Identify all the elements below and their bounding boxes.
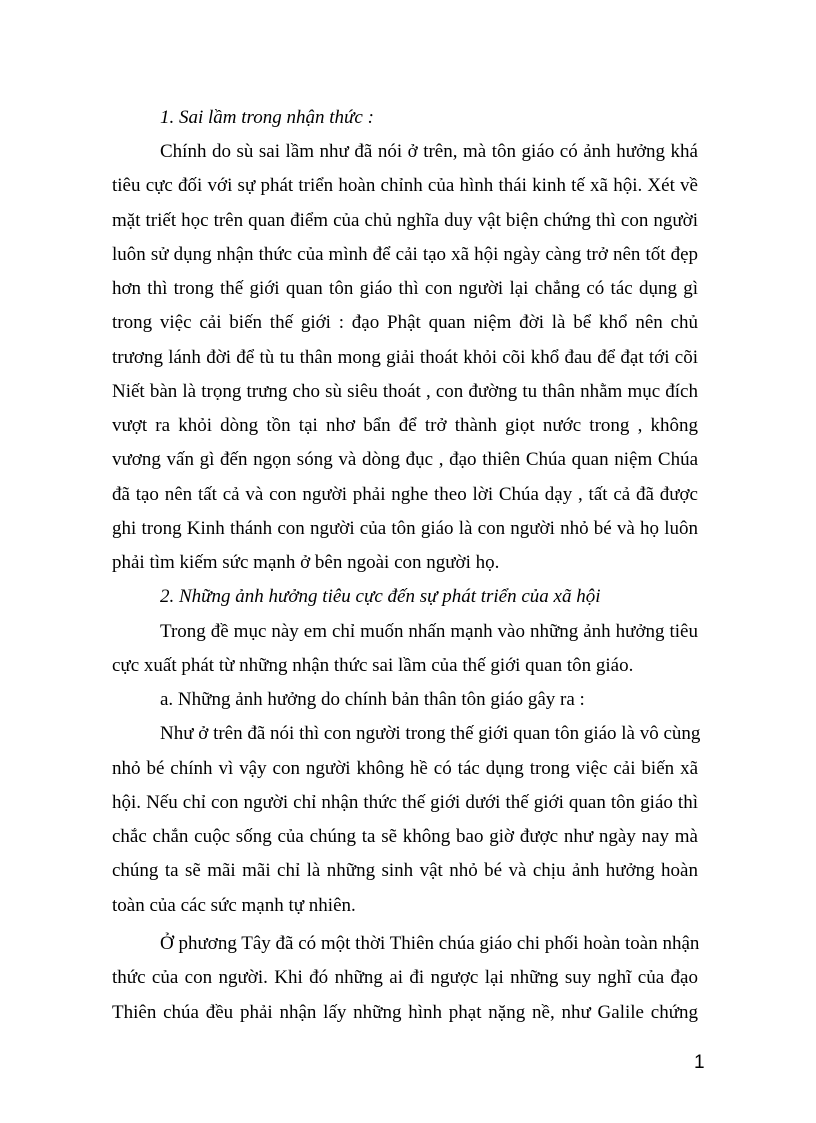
section-2-heading: 2. Những ảnh hưởng tiêu cực đến sự phát triển của xã hội (160, 586, 601, 607)
paragraph-line: Ở phương Tây đã có một thời Thiên chúa giáo chi phối hoàn toàn nhận (160, 933, 700, 954)
paragraph-line: thức của con người. Khi đó những ai đi ngược lại những suy nghĩ của đạo (112, 967, 698, 988)
paragraph-line: trương lánh đời để tù tu thân mong giải thoát khỏi cõi khổ đau để đạt tới cõi (112, 347, 698, 368)
paragraph-line: chúng ta sẽ mãi mãi chỉ là những sinh vật nhỏ bé và chịu ảnh hưởng hoàn (112, 860, 698, 881)
paragraph-line: hội. Nếu chỉ con người chỉ nhận thức thế giới dưới thế giới quan tôn giáo thì (112, 792, 698, 813)
paragraph-line: đã tạo nên tất cả và con người phải nghe theo lời Chúa dạy , tất cả đã được (112, 484, 698, 505)
paragraph-line: toàn của các sức mạnh tự nhiên. (112, 895, 356, 916)
paragraph-line: ghi trong Kinh thánh con người của tôn giáo là con người nhỏ bé và họ luôn (112, 518, 698, 539)
paragraph-line: Trong đề mục này em chỉ muốn nhấn mạnh vào những ảnh hưởng tiêu (160, 621, 698, 642)
paragraph-line: Thiên chúa đều phải nhận lấy những hình phạt nặng nề, như Galile chứng (112, 1002, 698, 1023)
paragraph-line: cực xuất phát từ những nhận thức sai lầm của thế giới quan tôn giáo. (112, 655, 634, 676)
paragraph-line: trong việc cải biến thế giới : đạo Phật quan niệm đời là bể khổ nên chủ (112, 312, 698, 333)
subsection-a-heading: a. Những ảnh hưởng do chính bản thân tôn giáo gây ra : (160, 689, 585, 710)
paragraph-line: chắc chắn cuộc sống của chúng ta sẽ không bao giờ được như ngày nay mà (112, 826, 698, 847)
paragraph-line: luôn sử dụng nhận thức của mình để cải tạo xã hội ngày càng trở nên tốt đẹp (112, 244, 698, 265)
paragraph-line: phải tìm kiếm sức mạnh ở bên ngoài con người họ. (112, 552, 500, 573)
paragraph-line: Như ở trên đã nói thì con người trong thế giới quan tôn giáo là vô cùng (160, 723, 701, 744)
paragraph-line: tiêu cực đối với sự phát triển hoàn chỉnh của hình thái kinh tế xã hội. Xét về (112, 175, 698, 196)
paragraph-line: nhỏ bé chính vì vậy con người không hề có tác dụng trong việc cải biến xã (112, 758, 698, 779)
paragraph-line: hơn thì trong thế giới quan tôn giáo thì con người lại chẳng có tác dụng gì (112, 278, 698, 299)
paragraph-line: Niết bàn là trọng trưng cho sù siêu thoát , con đường tu thân nhằm mục đích (112, 381, 698, 402)
page-number: 1 (694, 1052, 705, 1073)
paragraph-line: vương vấn gì đến ngọn sóng và dòng đục , đạo thiên Chúa quan niệm Chúa (112, 449, 698, 470)
paragraph-line: vượt ra khỏi dòng tồn tại nhơ bẩn để trở thành giọt nước trong , không (112, 415, 698, 436)
paragraph-line: mặt triết học trên quan điểm của chủ nghĩa duy vật biện chứng thì con người (112, 210, 698, 231)
paragraph-line: Chính do sù sai lầm như đã nói ở trên, mà tôn giáo có ảnh hưởng khá (160, 141, 698, 162)
section-1-heading: 1. Sai lầm trong nhận thức : (160, 107, 374, 128)
